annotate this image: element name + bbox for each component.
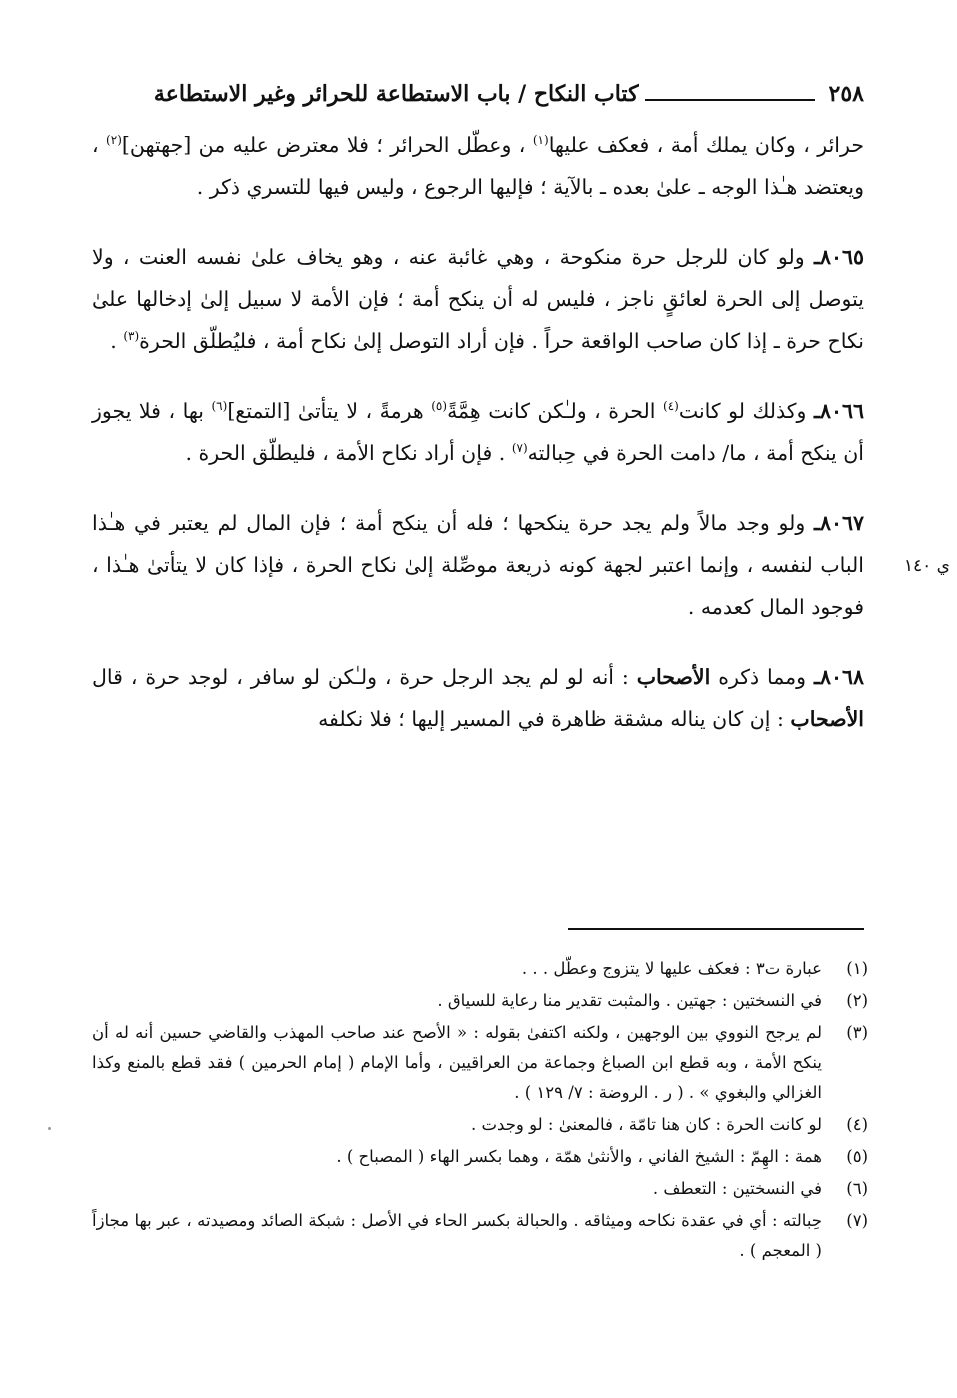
footnote-number: (٤) bbox=[846, 1115, 868, 1134]
text-run: : إن كان يناله مشقة ظاهرة في المسير إليها ؛ فلا نكلفه bbox=[318, 707, 791, 731]
emphasized-term: الأصحاب bbox=[636, 665, 711, 689]
paragraph-number: ٨٠٦٧ـ bbox=[813, 511, 864, 535]
footnote-item bbox=[92, 1142, 868, 1172]
main-text bbox=[92, 124, 864, 768]
footnote-ref[interactable]: (٢) bbox=[106, 133, 122, 148]
footnote-ref[interactable]: (١) bbox=[532, 133, 549, 148]
footnote-text: همة : الهِمّ : الشيخ الفاني ، والأنثىٰ همّة ، وهما بكسر الهاء ( المصباح ) . bbox=[336, 1147, 822, 1166]
paragraph-number: ٨٠٦٥ـ bbox=[813, 245, 864, 269]
footnote-number: (١) bbox=[846, 959, 868, 978]
paragraph-8067 bbox=[92, 502, 864, 628]
footnote-ref[interactable]: (٥) bbox=[431, 399, 448, 414]
paragraph-8065 bbox=[92, 236, 864, 362]
text-run: . فإن أراد نكاح الأمة ، فليطلّق الحرة . bbox=[185, 441, 512, 465]
text-run: ومما ذكره bbox=[710, 665, 814, 689]
footnote-number: (٦) bbox=[846, 1179, 868, 1198]
footnote-number: (٢) bbox=[846, 991, 868, 1010]
text-run: هرمةً ، لا يتأتىٰ [التمتع] bbox=[227, 399, 432, 423]
text-run: حرائر ، وكان يملك أمة ، فعكف عليها bbox=[548, 133, 864, 157]
footnote-ref[interactable]: (٧) bbox=[511, 441, 528, 456]
footnote-number: (٧) bbox=[846, 1211, 868, 1230]
paragraph-number: ٨٠٦٨ـ bbox=[813, 665, 865, 689]
text-run: بها ، فلا يجوز أن ينكح أمة ، ما/ دامت الحرة في حِبالته bbox=[92, 399, 864, 465]
footnote-item bbox=[92, 1174, 868, 1204]
text-run: ، وعطّل الحرائر ؛ فلا معترض عليه من [جهتهن] bbox=[121, 133, 533, 157]
paragraph-continuation bbox=[92, 124, 864, 208]
text-run: ، ويعتضد هـٰذا الوجه ـ علىٰ بعده ـ بالآية ؛ فإليها الرجوع ، وليس فيها للتسري ذكر . bbox=[92, 133, 864, 199]
paragraph-number: ٨٠٦٦ـ bbox=[813, 399, 865, 423]
paragraph-8068 bbox=[92, 656, 864, 740]
text-run: : أنه لو لم يجد الرجل حرة ، ولـٰكن لو سافر ، لوجد حرة ، قال bbox=[92, 665, 637, 689]
text-run: ولو وجد مالاً ولم يجد حرة ينكحها ؛ فله أن ينكح أمة ؛ فإن المال لم يعتبر في هـٰذا الباب لنفسه ، وإنما اعتبر لجهة كونه ذريعة موصِّلة إلىٰ نكاح الحرة ، فإذا كان لا يتأتىٰ هـٰذا ، فوجود المال كعدمه . bbox=[92, 511, 864, 619]
scan-speck bbox=[48, 1127, 51, 1130]
footnotes bbox=[92, 954, 868, 1268]
text-run: الحرة ، ولـٰكن كانت هِمَّةً bbox=[447, 399, 663, 423]
footnote-item bbox=[92, 1206, 868, 1266]
footnote-text: حِبالته : أي في عقدة نكاحه وميثاقه . والحبالة بكسر الحاء في الأصل : شبكة الصائد ومصيدته ، عبر بها مجازاً ( المعجم ) . bbox=[92, 1211, 822, 1260]
footnote-number: (٣) bbox=[846, 1023, 868, 1042]
footnote-item bbox=[92, 954, 868, 984]
footnote-text: في النسختين : التعطف . bbox=[652, 1179, 822, 1198]
text-run: . bbox=[110, 329, 124, 353]
footnote-number: (٥) bbox=[846, 1147, 868, 1166]
footnote-item bbox=[92, 986, 868, 1016]
footnote-separator bbox=[568, 928, 864, 930]
text-run: وكذلك لو كانت bbox=[678, 399, 814, 423]
page-number: ٢٥٨ bbox=[828, 81, 864, 107]
header-rule bbox=[645, 99, 815, 101]
running-title: كتاب النكاح / باب الاستطاعة للحرائر وغير الاستطاعة bbox=[153, 81, 639, 107]
emphasized-term: الأصحاب bbox=[790, 707, 864, 731]
footnote-ref[interactable]: (٣) bbox=[123, 329, 140, 344]
footnote-item bbox=[92, 1018, 868, 1108]
paragraph-8066 bbox=[92, 390, 864, 474]
footnote-text: لم يرجح النووي بين الوجهين ، ولكنه اكتفىٰ بقوله : « الأصح عند صاحب المهذب والقاضي حسين أنه له أن ينكح الأمة ، وبه قطع ابن الصباغ وجماعة من العراقيين ، وأما الإمام ( إمام الحرمين ) فقد قطع بالمنع وكذا الغزالي والبغوي » . ( ر . الروضة : ٧/ ١٢٩ ) . bbox=[92, 1023, 822, 1102]
text-run: ولو كان للرجل حرة منكوحة ، وهي غائبة عنه ، وهو يخاف علىٰ نفسه العنت ، ولا يتوصل إلى الحرة لعائقٍ ناجز ، فليس له أن ينكح أمة ؛ فإن الأمة لا سبيل إلىٰ إدخالها علىٰ نكاح حرة ـ إذا كان صاحب الواقعة حراً . فإن أراد التوصل إلىٰ نكاح أمة ، فليُطلّق الحرة bbox=[92, 245, 864, 353]
footnote-text: في النسختين : جهتين . والمثبت تقدير منا رعاية للسياق . bbox=[437, 991, 822, 1010]
footnote-text: لو كانت الحرة : كان هنا تامّة ، فالمعنىٰ : لو وجدت . bbox=[471, 1115, 822, 1134]
manuscript-folio-note: ي ١٤٠ bbox=[903, 556, 950, 576]
footnote-text: عبارة ت٣ : فعكف عليها لا يتزوج وعطّل . . . bbox=[521, 959, 822, 978]
running-header bbox=[92, 74, 864, 114]
footnote-ref[interactable]: (٤) bbox=[663, 399, 679, 414]
footnote-item bbox=[92, 1110, 868, 1140]
footnote-ref[interactable]: (٦) bbox=[211, 399, 228, 414]
